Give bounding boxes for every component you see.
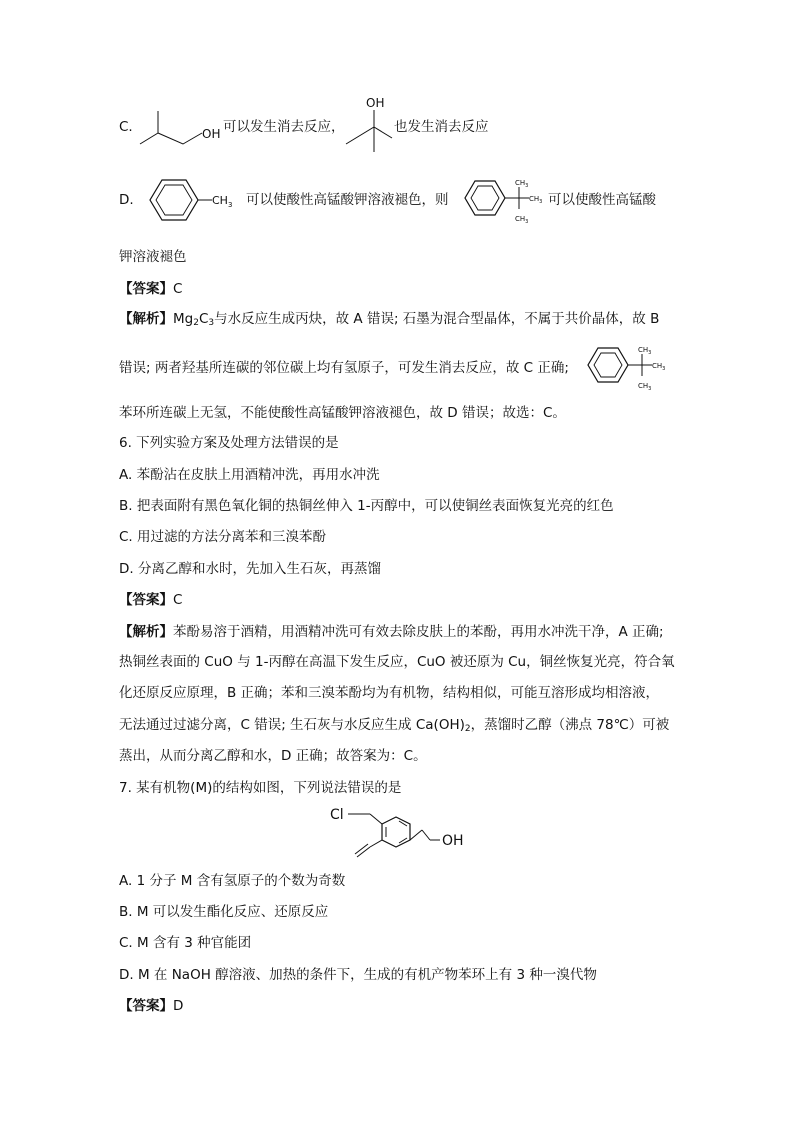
oh-label: OH <box>202 127 221 141</box>
answer-value: D <box>173 998 184 1014</box>
q6-option-c: C. 用过滤的方法分离苯和三溴苯酚 <box>119 529 327 545</box>
q6-analysis-line-4: 无法通过过滤分离，C 错误; 生石灰与水反应生成 $Ca(OH)_2$，蒸馏时乙醇（沸点 78℃）可被 <box>119 717 670 734</box>
analysis-tag: 【解析】 <box>119 311 173 327</box>
toluene-structure <box>152 178 242 224</box>
answer-tag: 【答案】 <box>119 281 173 297</box>
tert-butylbenzene-structure <box>465 177 555 225</box>
answer-tag: 【答案】 <box>119 592 173 608</box>
analysis-tag: 【解析】 <box>119 624 173 640</box>
option-d-text-1: 可以使酸性高锰酸钾溶液褪色，则 <box>246 192 449 208</box>
ch3-label: $CH_3$ <box>212 194 233 209</box>
answer-value: C <box>173 281 183 297</box>
answer-tag: 【答案】 <box>119 998 173 1014</box>
ch3-label: $CH_3$ <box>652 362 666 372</box>
isobutanol-structure <box>140 100 224 150</box>
option-d-label: D. <box>119 192 134 208</box>
option-d-text-2: 可以使酸性高锰酸 <box>548 192 656 208</box>
ch3-label: $CH_3$ <box>638 346 652 356</box>
option-c-text-2: 也发生消去反应 <box>394 119 489 135</box>
q5-analysis-line-3: 苯环所连碳上无氢，不能使酸性高锰酸钾溶液褪色，故 D 错误；故选：C。 <box>119 405 566 421</box>
q7-stem: 7. 某有机物(M)的结构如图，下列说法错误的是 <box>119 780 402 796</box>
tert-butylbenzene-structure <box>588 344 678 392</box>
q6-analysis-line-3: 化还原反应原理，B 正确；苯和三溴苯酚均为有机物，结构相似，可能互溶形成均相溶液， <box>119 685 660 701</box>
q5-analysis-line-2: 错误; 两者羟基所连碳的邻位碳上均有氢原子，可发生消去反应，故 C 正确; <box>119 360 569 376</box>
ch3-label: $CH_3$ <box>638 382 652 392</box>
q7-answer <box>119 1000 183 1014</box>
answer-value: C <box>173 592 183 608</box>
q6-option-b: B. 把表面附有黑色氧化铜的热铜丝伸入 1-丙醇中，可以使铜丝表面恢复光亮的红色 <box>119 498 614 514</box>
q6-analysis-line-2: 热铜丝表面的 CuO 与 1-丙醇在高温下发生反应，CuO 被还原为 Cu，铜丝恢复光亮，符合氧 <box>119 654 675 670</box>
option-d-continuation: 钾溶液褪色 <box>119 249 187 265</box>
q7-option-b: B. M 可以发生酯化反应、还原反应 <box>119 904 329 920</box>
compound-m-structure <box>330 800 470 864</box>
q6-stem: 6. 下列实验方案及处理方法错误的是 <box>119 435 339 451</box>
cl-label: Cl <box>330 807 344 823</box>
q6-answer <box>119 594 182 608</box>
q6-analysis-line-1: 【解析】苯酚易溶于酒精，用酒精冲洗可有效去除皮肤上的苯酚，再用水冲洗干净，A 正确; <box>119 624 664 640</box>
q6-option-a: A. 苯酚沾在皮肤上用酒精冲洗，再用水冲洗 <box>119 467 380 483</box>
q6-option-d: D. 分离乙醇和水时，先加入生石灰，再蒸馏 <box>119 561 381 577</box>
q5-analysis-line-1: 【解析】$Mg_2C_3$与水反应生成丙炔，故 A 错误; 石墨为混合型晶体，不属于共价晶体，故 B <box>119 311 660 328</box>
option-c-text-1: 可以发生消去反应， <box>223 119 345 135</box>
q5-answer <box>119 283 182 297</box>
q6-analysis-line-5: 蒸出，从而分离乙醇和水，D 正确；故答案为：C。 <box>119 748 427 764</box>
oh-label: OH <box>366 96 385 110</box>
oh-label: OH <box>442 833 464 849</box>
q7-option-d: D. M 在 NaOH 醇溶液、加热的条件下，生成的有机产物苯环上有 3 种一溴代物 <box>119 967 597 983</box>
q7-option-c: C. M 含有 3 种官能团 <box>119 935 252 951</box>
option-c-label: C. <box>119 119 133 135</box>
ch3-label: $CH_3$ <box>529 195 543 205</box>
ch3-label: $CH_3$ <box>515 179 529 189</box>
ch3-label: $CH_3$ <box>515 215 529 225</box>
q7-option-a: A. 1 分子 M 含有氢原子的个数为奇数 <box>119 873 346 889</box>
